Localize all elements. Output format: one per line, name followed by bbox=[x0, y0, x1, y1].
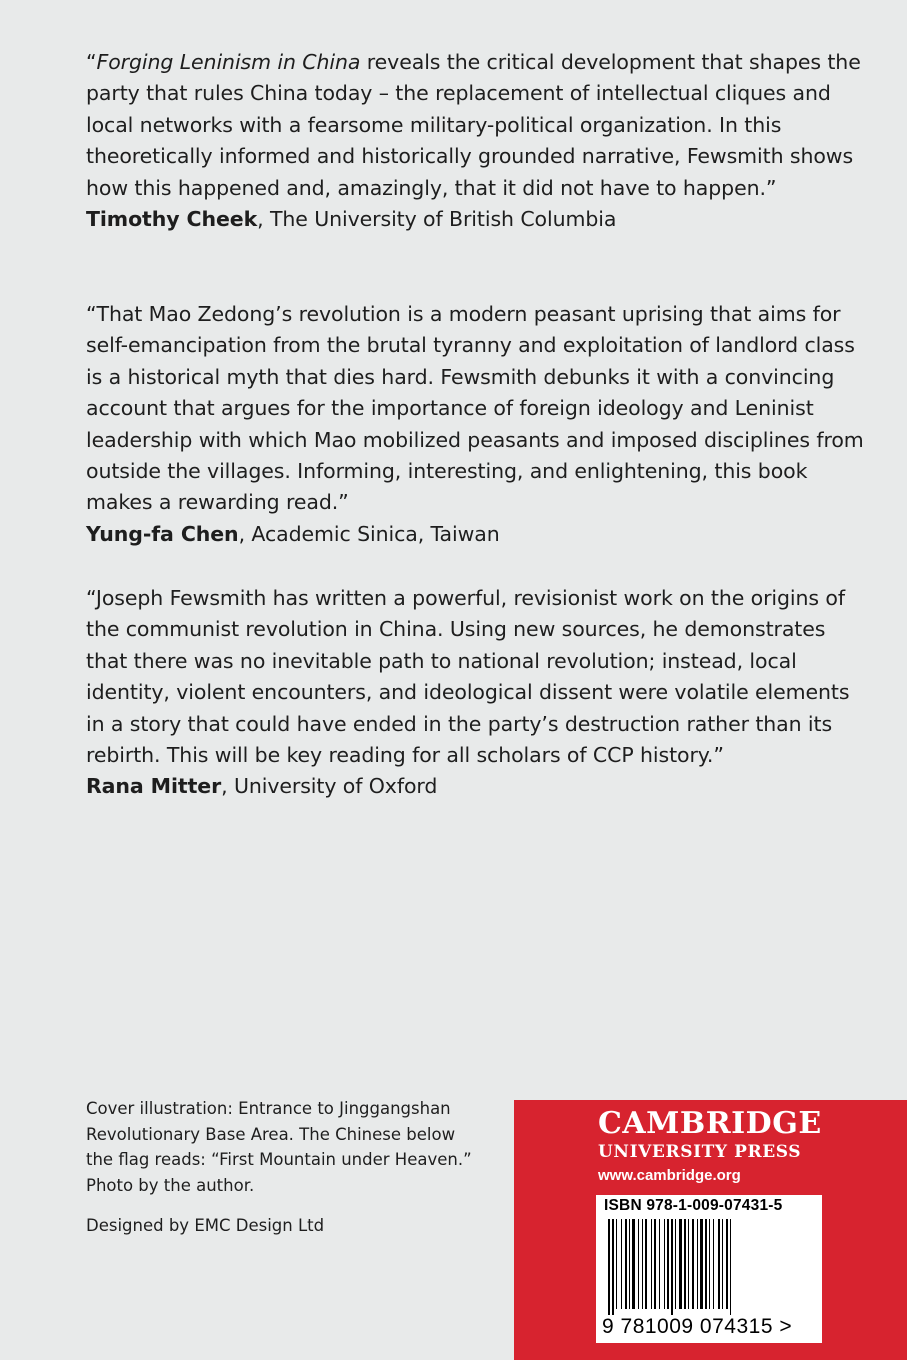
blurb-chen bbox=[86, 299, 866, 550]
blurb-attribution bbox=[86, 519, 866, 550]
blurb-mitter bbox=[86, 583, 866, 803]
blurb-affiliation: , Academic Sinica, Taiwan bbox=[238, 521, 500, 546]
publisher-url[interactable]: www.cambridge.org bbox=[598, 1167, 741, 1184]
isbn-number: ISBN 978-1-009-07431-5 bbox=[604, 1197, 783, 1214]
blurb-text: “Forging Leninism in China reveals the critical development that shapes the party that rules China today – the replacement of intellectual cliques and local networks with a fearsome military-political organization. In this theoretically informed and historically grounded narrative, Fewsmith shows how this happened and, amazingly, that it did not have to happen.” bbox=[86, 50, 861, 200]
blurb-attribution bbox=[86, 771, 866, 802]
blurb-text: “That Mao Zedong’s revolution is a modern peasant uprising that aims for self-emancipation from the brutal tyranny and exploitation of landlord class is a historical myth that dies hard. Fewsmith debunks it with a convincing account that argues for the importance of foreign ideology and Leninist leadership with which Mao mobilized peasants and imposed disciplines from outside the villages. Informing, interesting, and enlightening, this book makes a rewarding read.” bbox=[86, 302, 864, 515]
blurb-author: Timothy Cheek bbox=[86, 207, 258, 232]
blurb-author: Yung-fa Chen bbox=[86, 521, 239, 546]
blurb-author: Rana Mitter bbox=[86, 774, 222, 799]
publisher-subname: UNIVERSITY PRESS bbox=[598, 1142, 802, 1162]
designer-credit: Designed by EMC Design Ltd bbox=[86, 1216, 325, 1235]
cover-illustration-credit: Cover illustration: Entrance to Jinggangshan Revolutionary Base Area. The Chinese below the flag reads: “First Mountain under Heaven.” Photo by the author. bbox=[86, 1099, 472, 1195]
book-title: Forging Leninism in China bbox=[96, 50, 361, 74]
blurb-attribution bbox=[86, 204, 866, 235]
blurb-affiliation: , The University of British Columbia bbox=[257, 207, 617, 232]
blurb-cheek bbox=[86, 47, 866, 235]
blurb-affiliation: , University of Oxford bbox=[221, 774, 438, 799]
isbn-barcode bbox=[596, 1195, 822, 1343]
cover-credits bbox=[86, 1096, 486, 1239]
barcode-bars-icon bbox=[604, 1219, 814, 1315]
publisher-name: CAMBRIDGE bbox=[598, 1106, 822, 1141]
barcode-digits: 9 781009 074315 > bbox=[602, 1315, 793, 1338]
blurb-text: “Joseph Fewsmith has written a powerful, revisionist work on the origins of the communist revolution in China. Using new sources, he demonstrates that there was no inevitable path to national revolution; instead, local identity, violent encounters, and ideological dissent were volatile elements in a story that could have ended in the party’s destruction rather than its rebirth. This will be key reading for all scholars of CCP history.” bbox=[86, 586, 850, 768]
publisher-panel bbox=[514, 1100, 907, 1360]
